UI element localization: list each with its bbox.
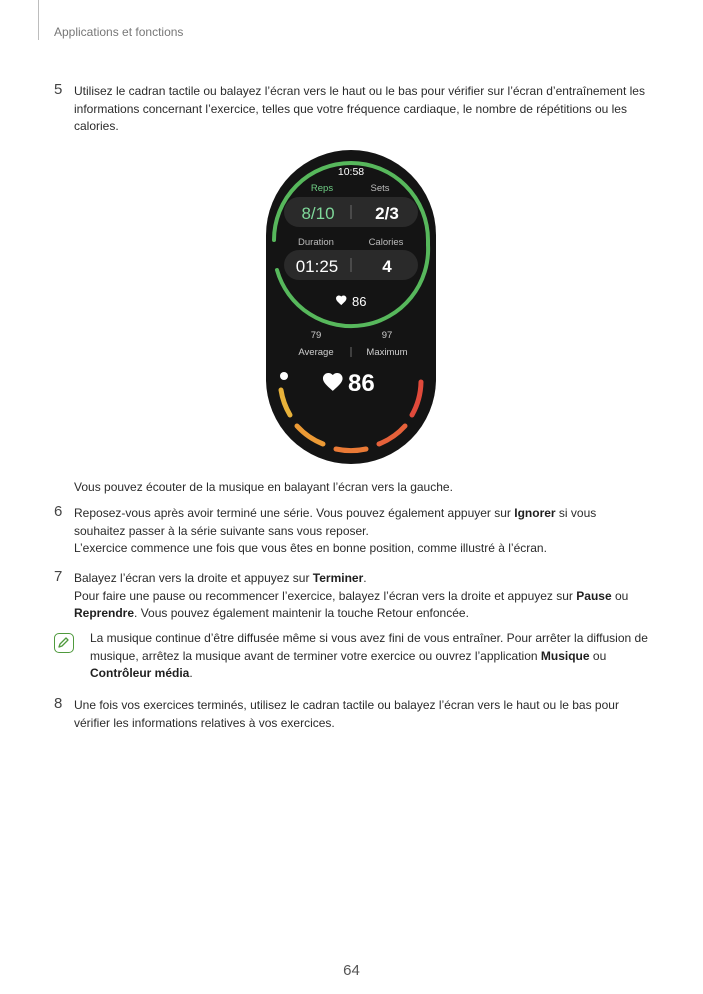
step-5 bbox=[54, 83, 654, 136]
section-title: Applications et fonctions bbox=[54, 25, 184, 39]
duration-label: Duration bbox=[298, 237, 334, 248]
watch-screen bbox=[266, 150, 436, 464]
gauge-segment-orange bbox=[336, 449, 366, 451]
step-text: Une fois vos exercices terminés, utilisez le cadran tactile ou balayez l’écran vers le haut ou le bas pour vérifier les informations relatives à vos exercices. bbox=[74, 698, 619, 730]
ignorer-label: Ignorer bbox=[514, 506, 556, 520]
step-text: Utilisez le cadran tactile ou balayez l’écran vers le haut ou le bas pour vérifier sur l’écran d’entraînement les informations concernant l’exercice, telles que votre fréquence cardiaque, le nombre de répétitions ou les calories. bbox=[74, 84, 645, 133]
step-text-2: Pour faire une pause ou recommencer l’exercice, balayez l’écran vers la droite et appuyez sur Pause ou Reprendre. Vous pouvez également maintenir la touche Retour enfoncée. bbox=[74, 588, 629, 620]
watch-illustration bbox=[266, 150, 436, 464]
step-6 bbox=[54, 505, 614, 558]
calories-label: Calories bbox=[368, 237, 404, 248]
gauge-position-dot bbox=[280, 372, 288, 380]
average-value: 79 bbox=[310, 330, 322, 341]
duration-value: 01:25 bbox=[295, 257, 339, 276]
note-text: La musique continue d’être diffusée même si vous avez fini de vous entraîner. Pour arrêter la diffusion de musique, arrêtez la musique avant de terminer votre exercice ou ouvrez l’application Musique ou Contrôleur média. bbox=[90, 631, 648, 680]
heart-rate-big: 86 bbox=[348, 370, 375, 397]
note-pencil-icon bbox=[54, 633, 74, 653]
terminer-label: Terminer bbox=[312, 571, 364, 585]
step-text: Balayez l’écran vers la droite et appuyez sur Terminer. bbox=[74, 571, 367, 585]
music-tip bbox=[54, 479, 654, 497]
sets-value: 2/3 bbox=[375, 204, 399, 223]
watch-time: 10:58 bbox=[337, 166, 365, 178]
step-text-2: L’exercice commence une fois que vous êtes en bonne position, comme illustré à l’écran. bbox=[74, 541, 547, 555]
musique-label: Musique bbox=[540, 648, 590, 663]
average-label: Average bbox=[298, 347, 334, 358]
step-7 bbox=[54, 570, 654, 623]
reps-value: 8/10 bbox=[301, 204, 335, 223]
sets-label: Sets bbox=[370, 183, 390, 194]
page-number: 64 bbox=[343, 962, 360, 979]
header-divider bbox=[38, 0, 39, 40]
step-number: 7 bbox=[54, 568, 63, 585]
controleur-media-label: Contrôleur média bbox=[90, 666, 190, 680]
heart-rate-small: 86 bbox=[352, 294, 367, 309]
maximum-value: 97 bbox=[381, 330, 393, 341]
step-number: 6 bbox=[54, 503, 63, 520]
reprendre-label: Reprendre bbox=[74, 606, 135, 620]
reps-label: Reps bbox=[310, 183, 334, 194]
step-number: 5 bbox=[54, 81, 63, 98]
music-text: Vous pouvez écouter de la musique en balayant l’écran vers la gauche. bbox=[74, 480, 453, 494]
pause-label: Pause bbox=[576, 588, 612, 603]
step-number: 8 bbox=[54, 695, 63, 712]
maximum-label: Maximum bbox=[366, 347, 408, 358]
calories-value: 4 bbox=[382, 257, 392, 276]
step-8 bbox=[54, 697, 634, 732]
step-text: Reposez-vous après avoir terminé une série. Vous pouvez également appuyer sur Ignorer si vous souhaitez passer à la série suivante sans vous reposer. bbox=[74, 506, 597, 538]
note-box bbox=[54, 630, 654, 695]
